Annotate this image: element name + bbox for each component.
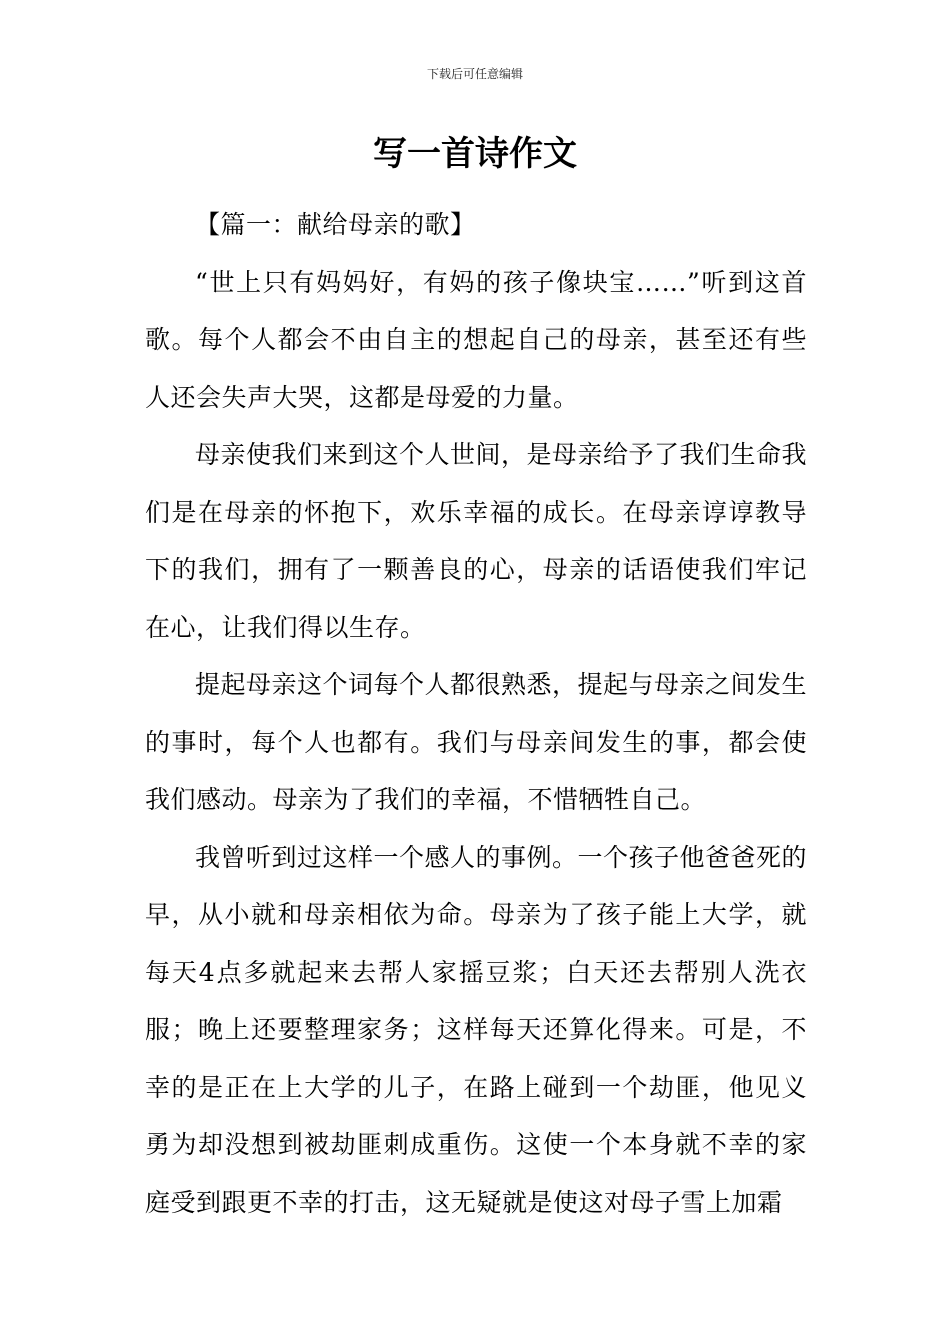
paragraph-4: 我曾听到过这样一个感人的事例。一个孩子他爸爸死的早，从小就和母亲相依为命。母亲为了孩子能上大学，就每天4点多就起来去帮人家摇豆浆；白天还去帮别人洗衣服；晚上还要整理家务；这样每天还算化得来。可是，不幸的是正在上大学的儿子，在路上碰到一个劫匪，他见义勇为却没想到被劫匪刺成重伤。这使一个本身就不幸的家庭受到跟更不幸的打击，这无疑就是使这对母子雪上加霜 xyxy=(145,842,808,1217)
document-title: 写一首诗作文 xyxy=(373,134,577,174)
header-note: 下载后可任意编辑 xyxy=(426,67,523,81)
document-body xyxy=(145,196,807,1231)
paragraph-3: 提起母亲这个词每个人都很熟悉，提起与母亲之间发生的事时，每个人也都有。我们与母亲间发生的事，都会使我们感动。母亲为了我们的幸福，不惜牺牲自己。 xyxy=(145,670,808,814)
paragraph-2: 母亲使我们来到这个人世间，是母亲给予了我们生命我们是在母亲的怀抱下，欢乐幸福的成长。在母亲谆谆教导下的我们，拥有了一颗善良的心，母亲的话语使我们牢记在心，让我们得以生存。 xyxy=(145,440,808,642)
paragraph-1: “世上只有妈妈好，有妈的孩子像块宝……”听到这首歌。每个人都会不由自主的想起自己的母亲，甚至还有些人还会失声大哭，这都是母爱的力量。 xyxy=(145,267,807,412)
section-heading: 【篇一：献给母亲的歌】 xyxy=(195,210,476,239)
